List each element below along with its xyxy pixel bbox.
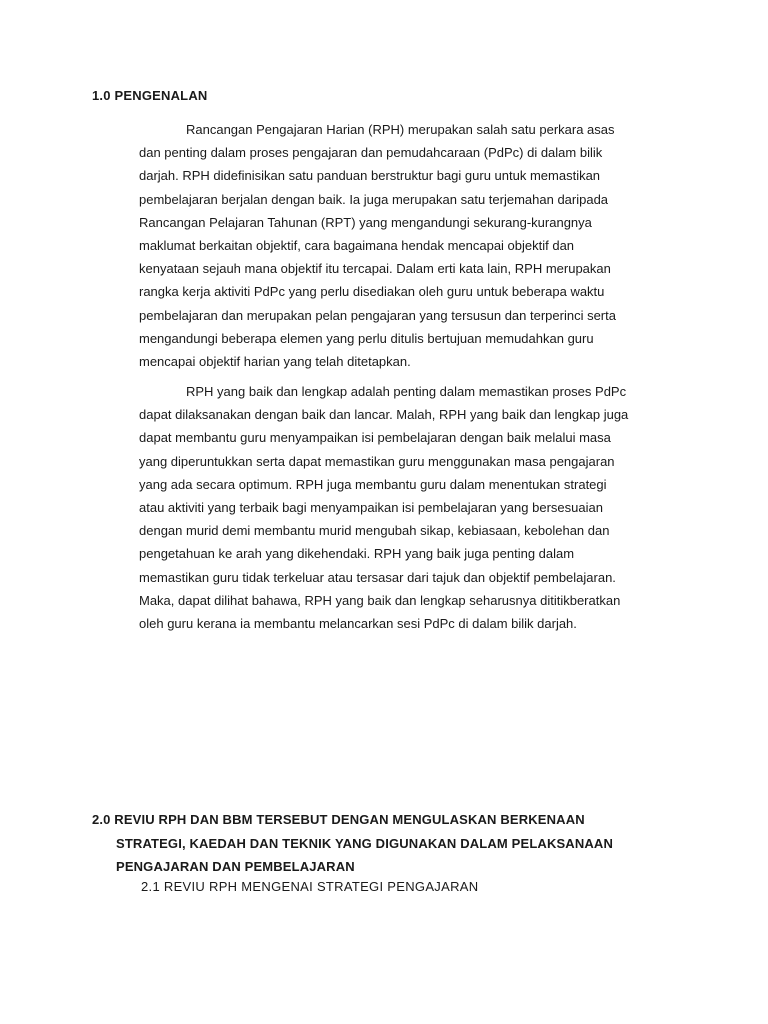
heading-line: 2.0 REVIU RPH DAN BBM TERSEBUT DENGAN MENGULASKAN BERKENAAN xyxy=(92,812,585,827)
heading-line: PENGAJARAN DAN PEMBELAJARAN xyxy=(116,859,355,874)
section-1-heading: 1.0 PENGENALAN xyxy=(92,88,208,103)
paragraph-line: dapat dilaksanakan dengan baik dan lancar. Malah, RPH yang baik dan lengkap juga xyxy=(139,407,629,423)
paragraph-line: dengan murid demi membantu murid mengubah sikap, kebiasaan, kebolehan dan xyxy=(139,523,610,539)
section-1-paragraph-1 xyxy=(139,118,687,373)
paragraph-line: memastikan guru tidak terkeluar atau tersasar dari tajuk dan objektif pembelajaran. xyxy=(139,569,616,585)
paragraph-line: Maka, dapat dilihat bahawa, RPH yang baik dan lengkap seharusnya dititikberatkan xyxy=(139,592,621,608)
paragraph-line: RPH yang baik dan lengkap adalah penting dalam memastikan proses PdPc xyxy=(186,384,627,399)
paragraph-line: kenyataan sejauh mana objektif itu tercapai. Dalam erti kata lain, RPH merupakan xyxy=(139,261,611,277)
section-2-heading xyxy=(92,808,613,879)
paragraph-line: maklumat berkaitan objektif, cara bagaimana hendak mencapai objektif dan xyxy=(139,238,575,254)
section-2-1-subheading: 2.1 REVIU RPH MENGENAI STRATEGI PENGAJARAN xyxy=(141,879,479,894)
paragraph-line: atau aktiviti yang terbaik bagi menyampaikan isi pembelajaran yang bersesuaian xyxy=(139,500,603,516)
section-1-paragraph-2 xyxy=(139,380,687,635)
paragraph-line: pembelajaran berjalan dengan baik. Ia juga merupakan satu terjemahan daripada xyxy=(139,191,609,207)
paragraph-line: Rancangan Pengajaran Harian (RPH) merupakan salah satu perkara asas xyxy=(186,122,615,137)
paragraph-line: pembelajaran dan merupakan pelan pengajaran yang tersusun dan terperinci serta xyxy=(139,307,616,323)
paragraph-line: mengandungi beberapa elemen yang perlu ditulis bertujuan memudahkan guru xyxy=(139,330,594,346)
paragraph-line: darjah. RPH didefinisikan satu panduan berstruktur bagi guru untuk memastikan xyxy=(139,168,601,184)
paragraph-line: rangka kerja aktiviti PdPc yang perlu disediakan oleh guru untuk beberapa waktu xyxy=(139,284,605,300)
paragraph-line: pengetahuan ke arah yang dikehendaki. RPH yang baik juga penting dalam xyxy=(139,546,575,562)
paragraph-line: mencapai objektif harian yang telah ditetapkan. xyxy=(139,354,411,370)
paragraph-line: yang ada secara optimum. RPH juga membantu guru dalam menentukan strategi xyxy=(139,476,607,492)
paragraph-line: dan penting dalam proses pengajaran dan pemudahcaraan (PdPc) di dalam bilik xyxy=(139,145,603,161)
paragraph-line: yang diperuntukkan serta dapat memastikan guru menggunakan masa pengajaran xyxy=(139,453,615,469)
paragraph-line: dapat membantu guru menyampaikan isi pembelajaran dengan baik melalui masa xyxy=(139,430,611,446)
paragraph-line: Rancangan Pelajaran Tahunan (RPT) yang mengandungi sekurang-kurangnya xyxy=(139,214,592,230)
heading-line: STRATEGI, KAEDAH DAN TEKNIK YANG DIGUNAKAN DALAM PELAKSANAAN xyxy=(116,835,613,851)
paragraph-line: oleh guru kerana ia membantu melancarkan sesi PdPc di dalam bilik darjah. xyxy=(139,616,577,632)
